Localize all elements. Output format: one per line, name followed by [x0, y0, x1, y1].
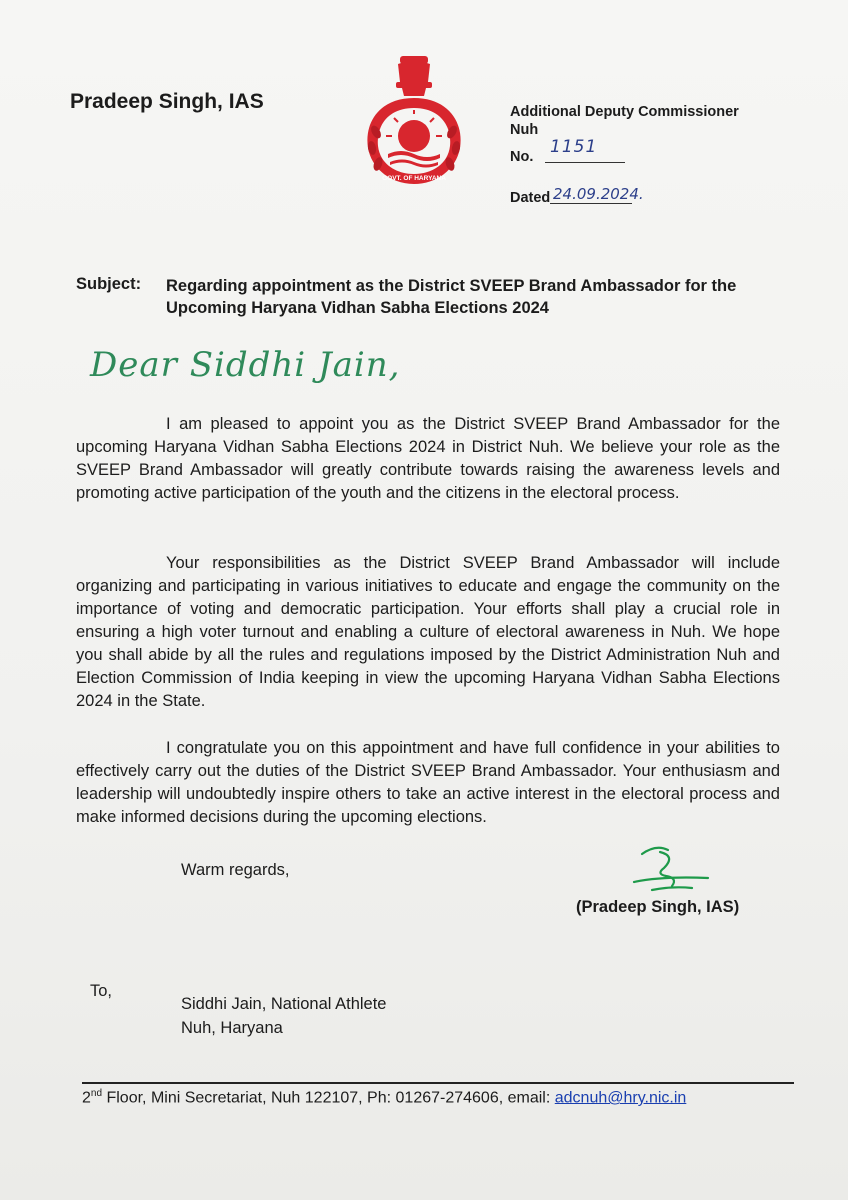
- sender-name: Pradeep Singh, IAS: [70, 90, 264, 113]
- recipient-name: Siddhi Jain, National Athlete: [181, 995, 387, 1013]
- haryana-emblem-icon: [358, 52, 470, 188]
- recipient-to-label: To,: [90, 982, 113, 1000]
- recipient-place: Nuh, Haryana: [181, 1019, 283, 1037]
- subject-text: Regarding appointment as the District SVEEP Brand Ambassador for the Upcoming Haryana Vidhan Sabha Elections 2024: [166, 277, 737, 317]
- reference-number-value: 1151: [550, 137, 598, 157]
- office-title: Additional Deputy Commissioner: [510, 104, 739, 120]
- footer-address: [82, 1088, 686, 1107]
- signature-icon: [612, 842, 732, 900]
- subject-label: Subject:: [76, 275, 142, 293]
- footer-email-link[interactable]: adcnuh@hry.nic.in: [554, 1089, 687, 1107]
- footer-divider: [82, 1082, 794, 1084]
- date-label: Dated: [510, 190, 551, 206]
- body-paragraph-1: I am pleased to appoint you as the District SVEEP Brand Ambassador for the upcoming Haryana Vidhan Sabha Elections 2024 in District Nuh. We believe your role as the SVEEP Brand Ambassador will greatly contribute towards raising the awareness levels and promoting active participation of the youth and the citizens in the electoral process.: [76, 415, 780, 502]
- office-place: Nuh: [510, 122, 539, 138]
- reference-number-underline: [545, 162, 625, 163]
- reference-number-label: No.: [510, 149, 534, 165]
- body-paragraph-2: Your responsibilities as the District SVEEP Brand Ambassador will include organizing and participating in various initiatives to educate and engage the community on the importance of voting and democratic participation. Your efforts shall play a crucial role in ensuring a high voter turnout and enabling a culture of electoral awareness in Nuh. We hope you shall abide by all the rules and regulations imposed by the District Administration Nuh and Election Commission of India keeping in view the upcoming Haryana Vidhan Sabha Elections 2024 in the State.: [76, 554, 780, 710]
- emblem-text: GOVT. OF HARYANA: [382, 175, 446, 182]
- handwritten-salutation: Dear Siddhi Jain,: [90, 345, 401, 385]
- date-underline: [550, 203, 632, 204]
- signatory-name: (Pradeep Singh, IAS): [576, 898, 740, 916]
- footer-floor-number: 2: [82, 1089, 91, 1107]
- closing-regards: Warm regards,: [181, 861, 290, 879]
- date-value: 24.09.2024.: [553, 185, 644, 203]
- body-paragraph-3: I congratulate you on this appointment and have full confidence in your abilities to effectively carry out the duties of the District SVEEP Brand Ambassador. Your enthusiasm and leadership will undoubtedly inspire others to take an active interest in the electoral process and make informed decisions during the upcoming elections.: [76, 739, 780, 826]
- footer-address-text: Floor, Mini Secretariat, Nuh 122107, Ph: 01267-274606, email:: [102, 1089, 555, 1107]
- footer-floor-suffix: nd: [90, 1088, 103, 1099]
